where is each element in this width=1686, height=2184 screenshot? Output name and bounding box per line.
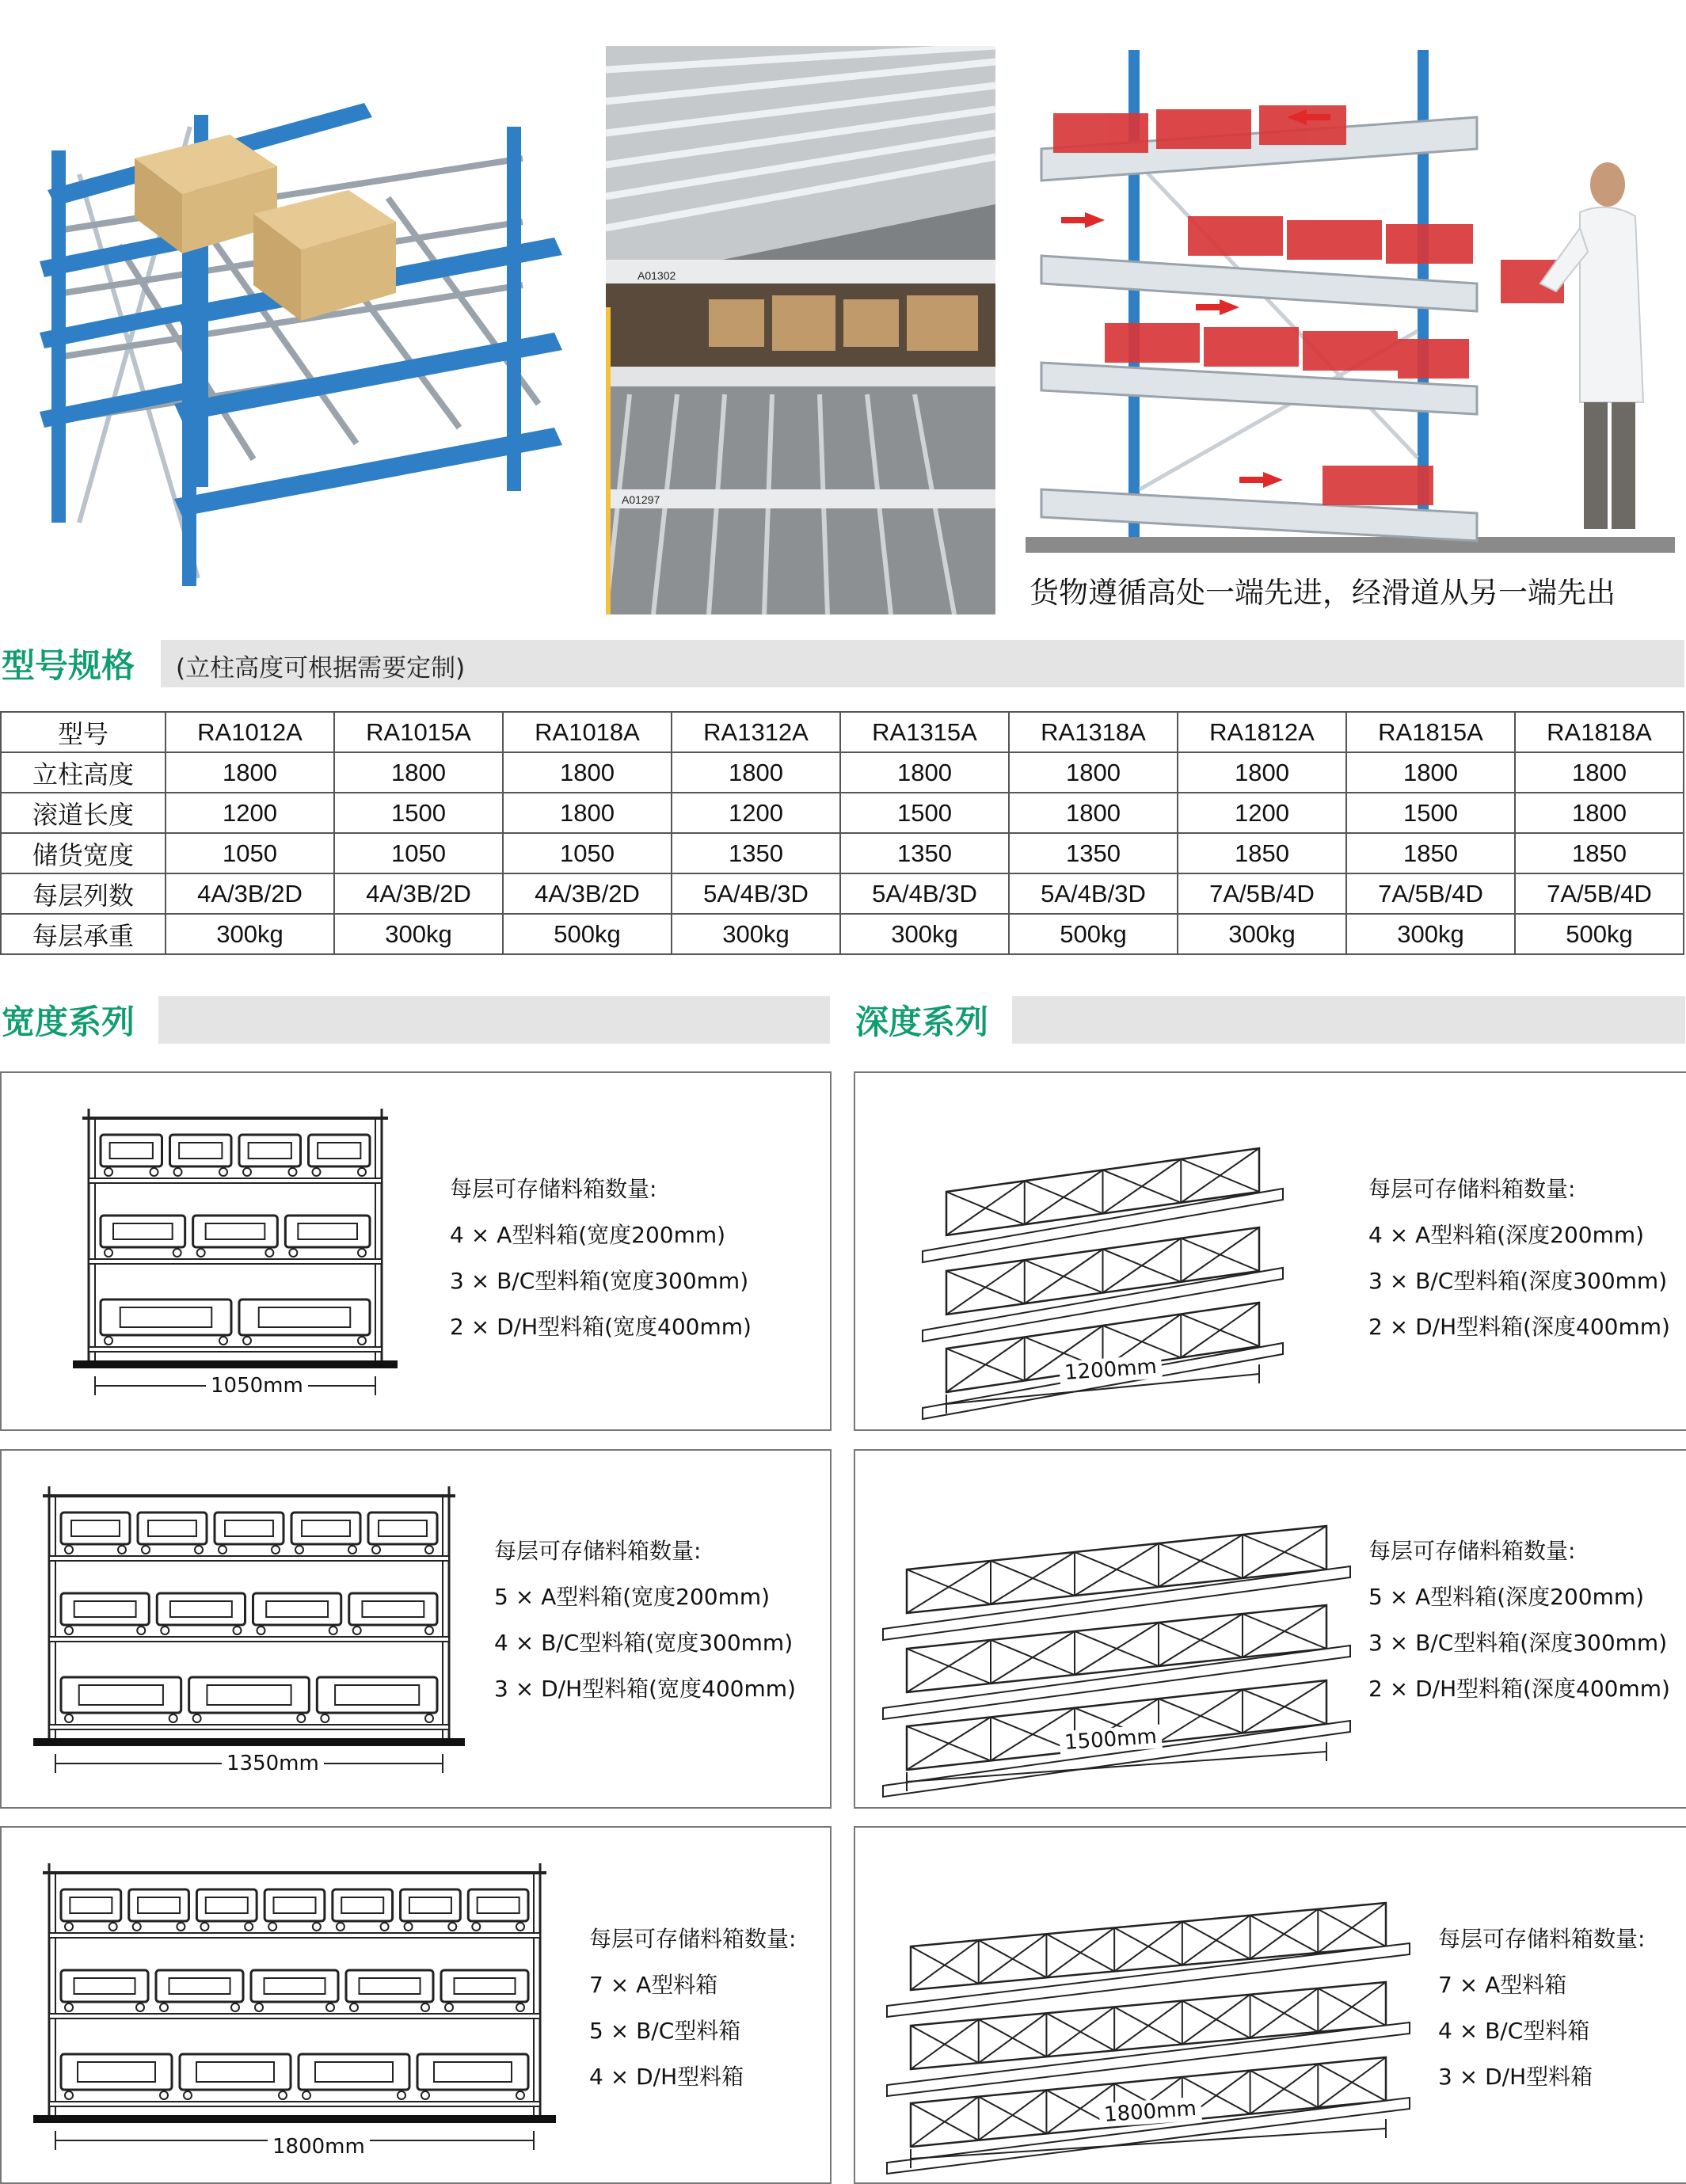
spec-cell: 1350 bbox=[672, 833, 840, 873]
shelf-beam bbox=[49, 1556, 449, 1561]
crate-wheel bbox=[257, 1627, 265, 1634]
spec-cell: 5A/4B/3D bbox=[840, 873, 1009, 914]
floor-base bbox=[33, 2115, 556, 2123]
crate-wheel bbox=[350, 2003, 358, 2011]
crate-wheel bbox=[184, 2091, 192, 2099]
crate-handle bbox=[298, 1223, 357, 1239]
dimension-label: 1800mm bbox=[268, 2135, 370, 2159]
width-panel-1350 bbox=[0, 1449, 832, 1809]
spec-cell: 500kg bbox=[1009, 914, 1178, 954]
spec-cell: 5A/4B/3D bbox=[1009, 873, 1178, 914]
crate-handle bbox=[74, 1601, 136, 1617]
spec-cell: 1850 bbox=[1178, 833, 1346, 873]
crate-wheel bbox=[160, 2091, 168, 2099]
crate-handle bbox=[274, 1897, 316, 1913]
rack-top-beam bbox=[43, 1494, 455, 1497]
crate-handle bbox=[341, 1897, 383, 1913]
spec-row-label: 每层承重 bbox=[1, 914, 166, 954]
spec-cell: RA1018A bbox=[503, 712, 672, 752]
crate-handle bbox=[302, 1520, 350, 1536]
crate-wheel bbox=[231, 2003, 239, 2011]
crate-wheel bbox=[279, 2091, 287, 2099]
crate-wheel bbox=[265, 1249, 273, 1257]
location-label: A01297 bbox=[622, 493, 660, 506]
spec-cell: 300kg bbox=[1346, 914, 1515, 954]
shelf-beam bbox=[49, 1725, 449, 1729]
shelf-beam bbox=[49, 2014, 540, 2018]
spec-row bbox=[1, 793, 1684, 833]
crate-wheel bbox=[243, 1168, 251, 1176]
crate-wheel bbox=[329, 1627, 337, 1634]
dimension-label: 1800mm bbox=[1098, 2097, 1202, 2128]
spec-cell: 1850 bbox=[1346, 833, 1515, 873]
depth-series-title: 深度系列 bbox=[855, 1003, 989, 1041]
info-line: 4 × A型料箱(宽度200mm) bbox=[450, 1222, 726, 1248]
crate-handle bbox=[71, 1520, 120, 1536]
crate-handle bbox=[249, 1143, 291, 1159]
spec-cell: 1800 bbox=[1009, 752, 1178, 793]
crate-handle bbox=[79, 1685, 163, 1705]
spec-cell: RA1315A bbox=[840, 712, 1009, 752]
crate-wheel bbox=[425, 1546, 433, 1554]
crate-handle bbox=[409, 1897, 451, 1913]
crate-wheel bbox=[381, 1923, 389, 1931]
info-line: 4 × B/C型料箱(宽度300mm) bbox=[494, 1630, 794, 1656]
info-heading: 每层可存储料箱数量: bbox=[494, 1538, 702, 1564]
spec-cell: RA1815A bbox=[1346, 712, 1515, 752]
spec-cell: 1800 bbox=[334, 752, 503, 793]
crate-handle bbox=[434, 2062, 512, 2082]
crate-wheel bbox=[118, 1546, 126, 1554]
spec-cell: 1800 bbox=[1009, 793, 1178, 833]
depth-info-text bbox=[1368, 1166, 1670, 1350]
shelf-beam bbox=[89, 1259, 382, 1264]
width-info-text bbox=[494, 1528, 796, 1712]
info-line: 5 × A型料箱(深度200mm) bbox=[1368, 1584, 1645, 1610]
crate-wheel bbox=[195, 1546, 203, 1554]
spec-cell: 7A/5B/4D bbox=[1515, 873, 1684, 914]
info-line: 5 × B/C型料箱 bbox=[589, 2018, 741, 2044]
crate-handle bbox=[315, 2062, 393, 2082]
crate-wheel bbox=[177, 1923, 185, 1931]
shelf-beam bbox=[89, 1347, 382, 1352]
spec-cell: 5A/4B/3D bbox=[672, 873, 840, 914]
crate-handle bbox=[120, 1307, 212, 1327]
crate-handle bbox=[207, 1685, 291, 1705]
spec-cell: 1800 bbox=[840, 752, 1009, 793]
crate-wheel bbox=[200, 1923, 208, 1931]
location-label: A01302 bbox=[637, 269, 676, 282]
crate-handle bbox=[265, 1978, 325, 1994]
dimension-label: 1500mm bbox=[1059, 1725, 1163, 1756]
crate-wheel bbox=[398, 2091, 405, 2099]
spec-row-label: 每层列数 bbox=[1, 873, 166, 914]
crate-wheel bbox=[321, 1714, 329, 1722]
info-line: 3 × B/C型料箱(深度300mm) bbox=[1368, 1630, 1668, 1656]
crate-wheel bbox=[105, 1249, 112, 1257]
fifo-caption: 货物遵循高处一端先进，经滑道从另一端先出 bbox=[1029, 576, 1616, 610]
info-heading: 每层可存储料箱数量: bbox=[1368, 1538, 1576, 1564]
spec-cell: 1850 bbox=[1515, 833, 1684, 873]
info-heading: 每层可存储料箱数量: bbox=[1438, 1926, 1646, 1952]
spec-cell: 4A/3B/2D bbox=[334, 873, 503, 914]
crate-handle bbox=[113, 1223, 173, 1239]
spec-row-label: 滚道长度 bbox=[1, 793, 166, 833]
spec-cell: 1500 bbox=[840, 793, 1009, 833]
crate-wheel bbox=[358, 1168, 366, 1176]
crate-wheel bbox=[516, 1923, 524, 1931]
crate-wheel bbox=[105, 1337, 112, 1345]
crate-wheel bbox=[337, 1923, 344, 1931]
width-series-bar bbox=[158, 996, 830, 1044]
crate-wheel bbox=[193, 1714, 201, 1722]
crate-handle bbox=[138, 1897, 180, 1913]
crate-handle bbox=[335, 1685, 419, 1705]
crate-handle bbox=[206, 1223, 265, 1239]
crate-handle bbox=[148, 1520, 196, 1536]
spec-cell: 1800 bbox=[503, 752, 672, 793]
crate-wheel bbox=[174, 1168, 182, 1176]
warehouse-aisle-photo bbox=[606, 46, 995, 614]
spec-cell: 1050 bbox=[334, 833, 503, 873]
spec-cell: 500kg bbox=[1515, 914, 1684, 954]
spec-row bbox=[1, 752, 1684, 793]
spec-cell: 1800 bbox=[1515, 752, 1684, 793]
crate-handle bbox=[225, 1520, 273, 1536]
crate-wheel bbox=[358, 1337, 366, 1345]
flow-rack-photo bbox=[16, 48, 570, 602]
floor-base bbox=[73, 1360, 398, 1368]
crate-wheel bbox=[219, 1337, 227, 1345]
crate-wheel bbox=[353, 1627, 361, 1634]
spec-cell: 500kg bbox=[503, 914, 672, 954]
crate-wheel bbox=[169, 1714, 177, 1722]
depth-info-text bbox=[1438, 1916, 1645, 2100]
spec-cell: 4A/3B/2D bbox=[503, 873, 672, 914]
crate-wheel bbox=[421, 2091, 429, 2099]
crate-wheel bbox=[234, 1627, 242, 1634]
crate-handle bbox=[78, 2062, 155, 2082]
crate-wheel bbox=[245, 1923, 253, 1931]
info-line: 3 × D/H型料箱(宽度400mm) bbox=[494, 1676, 796, 1702]
spec-note: (立柱高度可根据需要定制) bbox=[176, 654, 466, 683]
crate-handle bbox=[74, 1978, 135, 1994]
spec-cell: 1350 bbox=[840, 833, 1009, 873]
spec-cell: 1800 bbox=[1515, 793, 1684, 833]
info-line: 3 × B/C型料箱(深度300mm) bbox=[1368, 1268, 1668, 1294]
spec-cell: 300kg bbox=[166, 914, 334, 954]
width-panel-1800 bbox=[0, 1826, 832, 2184]
depth-series-bar bbox=[1012, 996, 1685, 1044]
info-line: 4 × B/C型料箱 bbox=[1438, 2018, 1590, 2044]
spec-cell: 1050 bbox=[503, 833, 672, 873]
crate-wheel bbox=[161, 1627, 169, 1634]
crate-handle bbox=[110, 1143, 153, 1159]
dimension-label: 1050mm bbox=[206, 1374, 308, 1398]
rack-top-beam bbox=[82, 1117, 388, 1120]
crate-wheel bbox=[197, 1249, 205, 1257]
info-line: 4 × D/H型料箱 bbox=[589, 2064, 744, 2090]
crate-wheel bbox=[133, 1923, 141, 1931]
crate-wheel bbox=[405, 1923, 413, 1931]
shelf-beam bbox=[49, 1637, 449, 1642]
crate-wheel bbox=[358, 1249, 366, 1257]
crate-wheel bbox=[136, 2003, 144, 2011]
depth-panel-1200 bbox=[854, 1071, 1686, 1431]
spec-cell: 1350 bbox=[1009, 833, 1178, 873]
crate-wheel bbox=[150, 1168, 158, 1176]
spec-cell: 1200 bbox=[1178, 793, 1346, 833]
shelf-beam bbox=[89, 1178, 382, 1183]
crate-wheel bbox=[105, 1168, 112, 1176]
crate-wheel bbox=[303, 2091, 310, 2099]
crate-handle bbox=[170, 1601, 232, 1617]
crate-wheel bbox=[219, 1546, 226, 1554]
spec-cell: RA1318A bbox=[1009, 712, 1178, 752]
crate-handle bbox=[179, 1143, 222, 1159]
crate-wheel bbox=[425, 1714, 433, 1722]
crate-wheel bbox=[65, 2091, 73, 2099]
spec-row-label: 立柱高度 bbox=[1, 752, 166, 793]
spec-cell: 7A/5B/4D bbox=[1346, 873, 1515, 914]
depth-info-text bbox=[1368, 1528, 1670, 1712]
crate-wheel bbox=[243, 1337, 251, 1345]
spec-row-label: 型号 bbox=[1, 712, 166, 752]
crate-handle bbox=[478, 1897, 520, 1913]
crate-wheel bbox=[160, 2003, 168, 2011]
crate-handle bbox=[362, 1601, 424, 1617]
spec-cell: 1050 bbox=[166, 833, 334, 873]
crate-wheel bbox=[272, 1546, 280, 1554]
crate-handle bbox=[455, 1978, 516, 1994]
crate-wheel bbox=[313, 1168, 321, 1176]
shelf-beam bbox=[49, 2102, 540, 2106]
info-heading: 每层可存储料箱数量: bbox=[1368, 1176, 1576, 1202]
info-line: 2 × D/H型料箱(宽度400mm) bbox=[450, 1314, 752, 1340]
spec-cell: RA1812A bbox=[1178, 712, 1346, 752]
crate-wheel bbox=[142, 1546, 150, 1554]
fifo-photo bbox=[1026, 46, 1675, 553]
spec-cell: 1800 bbox=[672, 752, 840, 793]
crate-wheel bbox=[425, 1627, 433, 1634]
crate-handle bbox=[379, 1520, 427, 1536]
info-line: 3 × B/C型料箱(宽度300mm) bbox=[450, 1268, 749, 1294]
spec-cell: 1500 bbox=[1346, 793, 1515, 833]
crate-wheel bbox=[421, 2003, 429, 2011]
crate-wheel bbox=[289, 1168, 297, 1176]
spec-table bbox=[0, 711, 1684, 955]
crate-handle bbox=[318, 1143, 360, 1159]
crate-wheel bbox=[255, 2003, 263, 2011]
info-heading: 每层可存储料箱数量: bbox=[589, 1926, 797, 1952]
crate-wheel bbox=[137, 1627, 145, 1634]
spec-row bbox=[1, 873, 1684, 914]
info-line: 3 × D/H型料箱 bbox=[1438, 2064, 1593, 2090]
crate-wheel bbox=[372, 1546, 380, 1554]
width-panel-1050 bbox=[0, 1071, 832, 1431]
spec-cell: 300kg bbox=[334, 914, 503, 954]
spec-row bbox=[1, 914, 1684, 954]
depth-panel-1500 bbox=[854, 1449, 1686, 1809]
depth-panel-1800 bbox=[854, 1826, 1686, 2184]
spec-header-row bbox=[1, 712, 1684, 752]
crate-handle bbox=[266, 1601, 328, 1617]
spec-cell: 7A/5B/4D bbox=[1178, 873, 1346, 914]
crate-handle bbox=[259, 1307, 351, 1327]
spec-cell: 1800 bbox=[503, 793, 672, 833]
crate-wheel bbox=[65, 1714, 73, 1722]
crate-wheel bbox=[448, 1923, 456, 1931]
info-line: 7 × A型料箱 bbox=[1438, 1972, 1567, 1998]
crate-wheel bbox=[445, 2003, 453, 2011]
crate-handle bbox=[196, 2062, 274, 2082]
spec-section-title: 型号规格 bbox=[2, 646, 135, 685]
crate-wheel bbox=[297, 1714, 305, 1722]
spec-cell: 1500 bbox=[334, 793, 503, 833]
crate-wheel bbox=[219, 1168, 227, 1176]
crate-wheel bbox=[289, 1249, 297, 1257]
crate-wheel bbox=[313, 1923, 321, 1931]
width-series-title: 宽度系列 bbox=[2, 1003, 135, 1041]
floor-base bbox=[33, 1738, 465, 1746]
spec-row-label: 储货宽度 bbox=[1, 833, 166, 873]
info-line: 5 × A型料箱(宽度200mm) bbox=[494, 1584, 771, 1610]
crate-wheel bbox=[472, 1923, 480, 1931]
crate-handle bbox=[70, 1897, 112, 1913]
spec-cell: 1200 bbox=[166, 793, 334, 833]
crate-handle bbox=[206, 1897, 248, 1913]
spec-cell: 300kg bbox=[840, 914, 1009, 954]
spec-cell: 1800 bbox=[1178, 752, 1346, 793]
crate-wheel bbox=[348, 1546, 356, 1554]
info-heading: 每层可存储料箱数量: bbox=[450, 1176, 657, 1202]
spec-cell: 300kg bbox=[672, 914, 840, 954]
crate-wheel bbox=[65, 1923, 73, 1931]
spec-cell: RA1312A bbox=[672, 712, 840, 752]
crate-wheel bbox=[516, 2003, 524, 2011]
spec-cell: 1200 bbox=[672, 793, 840, 833]
info-line: 2 × D/H型料箱(深度400mm) bbox=[1368, 1314, 1670, 1340]
crate-wheel bbox=[65, 2003, 73, 2011]
width-info-text bbox=[450, 1166, 752, 1350]
crate-wheel bbox=[516, 2091, 524, 2099]
crate-wheel bbox=[268, 1923, 276, 1931]
crate-wheel bbox=[326, 2003, 334, 2011]
info-line: 2 × D/H型料箱(深度400mm) bbox=[1368, 1676, 1670, 1702]
spec-row bbox=[1, 833, 1684, 873]
spec-cell: RA1818A bbox=[1515, 712, 1684, 752]
info-line: 7 × A型料箱 bbox=[589, 1972, 718, 1998]
rack-top-beam bbox=[43, 1871, 546, 1874]
info-line: 4 × A型料箱(深度200mm) bbox=[1368, 1222, 1645, 1248]
crate-handle bbox=[360, 1978, 421, 1994]
spec-cell: 300kg bbox=[1178, 914, 1346, 954]
crate-wheel bbox=[295, 1546, 303, 1554]
spec-cell: 1800 bbox=[166, 752, 334, 793]
shelf-beam bbox=[49, 1933, 540, 1938]
dimension-label: 1200mm bbox=[1059, 1355, 1163, 1386]
width-info-text bbox=[589, 1916, 796, 2100]
dimension-label: 1350mm bbox=[222, 1752, 324, 1775]
spec-cell: RA1012A bbox=[166, 712, 334, 752]
crate-wheel bbox=[109, 1923, 117, 1931]
crate-wheel bbox=[65, 1546, 73, 1554]
spec-cell: RA1015A bbox=[334, 712, 503, 752]
crate-wheel bbox=[65, 1627, 73, 1634]
crate-handle bbox=[169, 1978, 230, 1994]
spec-cell: 1800 bbox=[1346, 752, 1515, 793]
crate-wheel bbox=[173, 1249, 181, 1257]
spec-cell: 4A/3B/2D bbox=[166, 873, 334, 914]
